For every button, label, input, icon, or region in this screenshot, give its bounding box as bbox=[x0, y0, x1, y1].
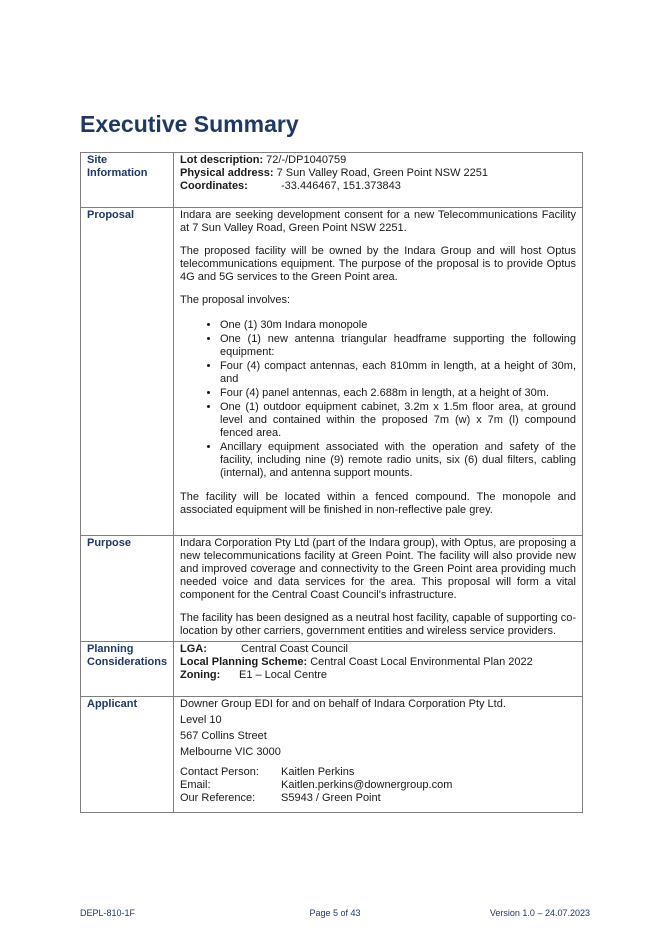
list-item: • Four (4) panel antennas, each 2.688m in length, at a height of 30m. bbox=[220, 387, 576, 400]
email-value: Kaitlen.perkins@downergroup.com bbox=[281, 779, 453, 791]
proposal-bullet-list bbox=[180, 319, 576, 480]
purpose-content bbox=[174, 536, 583, 642]
proposal-involves-heading: The proposal involves: bbox=[180, 294, 291, 306]
site-information-label: Site Information bbox=[81, 153, 174, 208]
zoning-label: Zoning: bbox=[180, 669, 221, 681]
zoning-value: E1 – Local Centre bbox=[239, 669, 328, 681]
applicant-label: Applicant bbox=[81, 697, 174, 813]
list-item: • Ancillary equipment associated with the operation and safety of the facility, including nine (9) remote radio units, six (6) dual filters, cabling (internal), and antenna support mounts. bbox=[220, 441, 576, 480]
proposal-row bbox=[81, 208, 583, 536]
lot-description-value: 72/-/DP1040759 bbox=[266, 154, 347, 166]
proposal-paragraph: The facility will be located within a fenced compound. The monopole and associated equipment will be finished in non-reflective pale grey. bbox=[180, 491, 576, 516]
list-item: • One (1) new antenna triangular headframe supporting the following equipment: bbox=[220, 333, 576, 359]
lga-label: LGA: bbox=[180, 643, 207, 655]
local-planning-scheme-value: Central Coast Local Environmental Plan 2022 bbox=[310, 656, 533, 668]
footer-page-number: Page 5 of 43 bbox=[309, 908, 361, 918]
email-label: Email: bbox=[180, 779, 211, 791]
local-planning-scheme-label: Local Planning Scheme: bbox=[180, 656, 308, 668]
applicant-row bbox=[81, 697, 583, 813]
planning-considerations-content bbox=[174, 642, 583, 697]
applicant-content bbox=[174, 697, 583, 813]
coordinates-label: Coordinates: bbox=[180, 180, 248, 192]
purpose-paragraph: The facility has been designed as a neutral host facility, capable of supporting co-location by other carriers, government entities and wireless service providers. bbox=[180, 612, 576, 637]
purpose-paragraph: Indara Corporation Pty Ltd (part of the Indara group), with Optus, are proposing a new telecommunications facility at Green Point. The facility will also provide new and improved coverage and connectivity to the Green Point area providing much needed voice and data services for the area. This proposal will form a vital component for the Central Coast Council's infrastructure. bbox=[180, 537, 576, 601]
list-item: • One (1) 30m Indara monopole bbox=[220, 319, 576, 332]
applicant-line: Melbourne VIC 3000 bbox=[180, 746, 281, 758]
lga-value: Central Coast Council bbox=[241, 643, 348, 655]
executive-summary-table bbox=[80, 152, 583, 813]
proposal-paragraph: The proposed facility will be owned by the Indara Group and will host Optus telecommunications equipment. The purpose of the proposal is to provide Optus 4G and 5G services to the Green Point area. bbox=[180, 245, 576, 283]
site-information-content bbox=[174, 153, 583, 208]
footer-version: Version 1.0 – 24.07.2023 bbox=[489, 908, 590, 918]
applicant-line: Downer Group EDI for and on behalf of Indara Corporation Pty Ltd. bbox=[180, 698, 506, 710]
proposal-paragraph: Indara are seeking development consent for a new Telecommunications Facility at 7 Sun Valley Road, Green Point NSW 2251. bbox=[180, 209, 576, 234]
site-information-row bbox=[81, 153, 583, 208]
page-title: Executive Summary bbox=[80, 111, 299, 137]
reference-row bbox=[180, 792, 576, 805]
applicant-line: Level 10 bbox=[180, 714, 222, 726]
lot-description-label: Lot description: bbox=[180, 154, 264, 166]
footer-document-id: DEPL-810-1F bbox=[80, 908, 136, 918]
reference-label: Our Reference: bbox=[180, 792, 256, 804]
proposal-content bbox=[174, 208, 583, 536]
purpose-label: Purpose bbox=[81, 536, 174, 642]
contact-person-value: Kaitlen Perkins bbox=[281, 766, 355, 778]
email-row bbox=[180, 779, 576, 792]
physical-address-label: Physical address: bbox=[180, 167, 274, 179]
physical-address-value: 7 Sun Valley Road, Green Point NSW 2251 bbox=[276, 167, 488, 179]
contact-person-label: Contact Person: bbox=[180, 766, 259, 778]
reference-value: S5943 / Green Point bbox=[281, 792, 381, 804]
proposal-label: Proposal bbox=[81, 208, 174, 536]
applicant-line: 567 Collins Street bbox=[180, 730, 267, 742]
contact-person-row bbox=[180, 766, 576, 779]
list-item: • One (1) outdoor equipment cabinet, 3.2m x 1.5m floor area, at ground level and contained within the proposed 7m (w) x 7m (l) compound fenced area. bbox=[220, 401, 576, 440]
planning-considerations-row bbox=[81, 642, 583, 697]
purpose-row bbox=[81, 536, 583, 642]
coordinates-value: -33.446467, 151.373843 bbox=[281, 180, 401, 192]
planning-considerations-label: Planning Considerations bbox=[81, 642, 174, 697]
list-item: • Four (4) compact antennas, each 810mm in length, at a height of 30m, and bbox=[220, 360, 576, 386]
